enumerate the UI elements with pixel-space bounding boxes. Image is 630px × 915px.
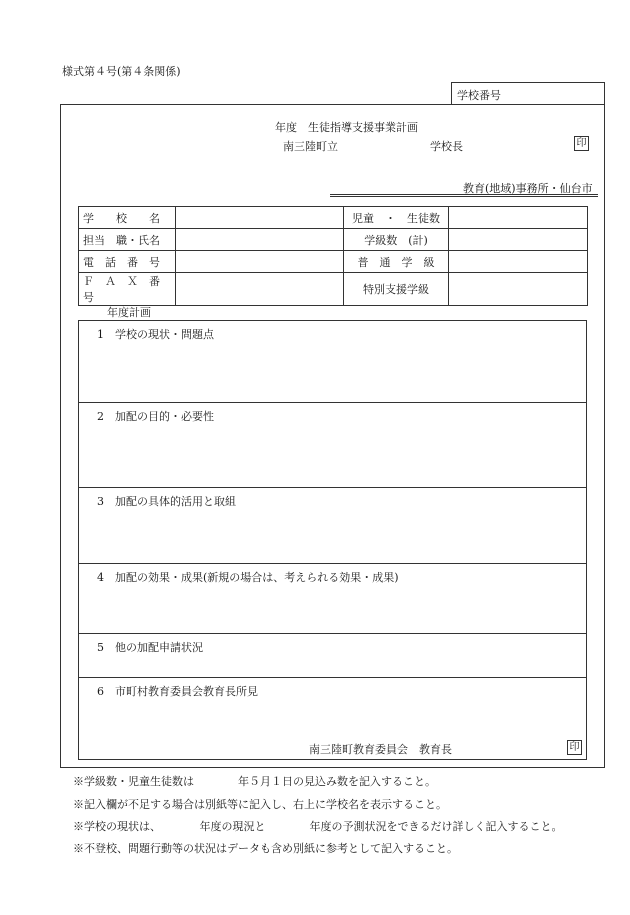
regular-class-field[interactable] xyxy=(449,251,588,273)
office-underline-2 xyxy=(330,196,598,197)
special-class-field[interactable] xyxy=(449,273,588,306)
section-title: 2 加配の目的・必要性 xyxy=(97,410,214,423)
school-name-field[interactable] xyxy=(176,207,344,229)
section-title: 6 市町村教育委員会教育長所見 xyxy=(97,685,258,698)
info-table xyxy=(78,206,588,306)
school-number-box[interactable] xyxy=(451,82,605,105)
phone-field[interactable] xyxy=(176,251,344,273)
note-2: ※記入欄が不足する場合は別紙等に記入し、右上に学校名を表示すること。 xyxy=(73,798,447,811)
form-number: 様式第４号(第４条関係) xyxy=(62,65,181,78)
office-underline xyxy=(330,194,598,195)
section-title: 1 学校の現状・問題点 xyxy=(97,328,214,341)
section-board-opinion[interactable] xyxy=(79,677,586,761)
fax-field[interactable] xyxy=(176,273,344,306)
section-effects[interactable] xyxy=(79,563,586,633)
note-4: ※不登校、問題行動等の状況はデータも含め別紙に参考として記入すること。 xyxy=(73,842,458,855)
section-title: 3 加配の具体的活用と取組 xyxy=(97,495,236,508)
town-school-label: 南三陸町立 xyxy=(283,140,338,153)
principal-label: 学校長 xyxy=(430,140,463,153)
phone-label: 電 話 番 号 xyxy=(79,251,176,273)
section-utilization[interactable] xyxy=(79,487,586,563)
note-1: ※学級数・児童生徒数は 年５月１日の見込み数を記入すること。 xyxy=(73,775,436,788)
table-row xyxy=(79,273,588,306)
table-row xyxy=(79,251,588,273)
class-count-label: 学級数 (計) xyxy=(344,229,449,251)
student-count-field[interactable] xyxy=(449,207,588,229)
office-label: 教育(地域)事務所・仙台市 xyxy=(463,182,593,195)
section-title: 4 加配の効果・成果(新規の場合は、考えられる効果・成果) xyxy=(97,571,399,584)
section-other-requests[interactable] xyxy=(79,633,586,677)
plan-title: 年度 生徒指導支援事業計画 xyxy=(275,121,418,134)
board-seal: 印 xyxy=(567,740,582,755)
contact-name-field[interactable] xyxy=(176,229,344,251)
school-name-label: 学 校 名 xyxy=(79,207,176,229)
special-class-label: 特別支援学級 xyxy=(344,273,449,306)
section-current-status[interactable] xyxy=(79,321,586,402)
student-count-label: 児童 ・ 生徒数 xyxy=(344,207,449,229)
contact-name-label: 担当 職・氏名 xyxy=(79,229,176,251)
note-3: ※学校の現状は、 年度の現況と 年度の予測状況をできるだけ詳しく記入すること。 xyxy=(73,820,563,833)
section-title: 5 他の加配申請状況 xyxy=(97,641,203,654)
table-row xyxy=(79,229,588,251)
principal-seal: 印 xyxy=(574,136,589,151)
plan-label: 年度計画 xyxy=(107,306,151,319)
plan-sections xyxy=(78,320,587,760)
regular-class-label: 普 通 学 級 xyxy=(344,251,449,273)
fax-label: Ｆ Ａ Ｘ 番 号 xyxy=(79,273,176,306)
board-signature: 南三陸町教育委員会 教育長 xyxy=(309,743,452,756)
class-count-field[interactable] xyxy=(449,229,588,251)
table-row xyxy=(79,207,588,229)
school-number-label: 学校番号 xyxy=(457,89,501,102)
section-purpose[interactable] xyxy=(79,402,586,487)
